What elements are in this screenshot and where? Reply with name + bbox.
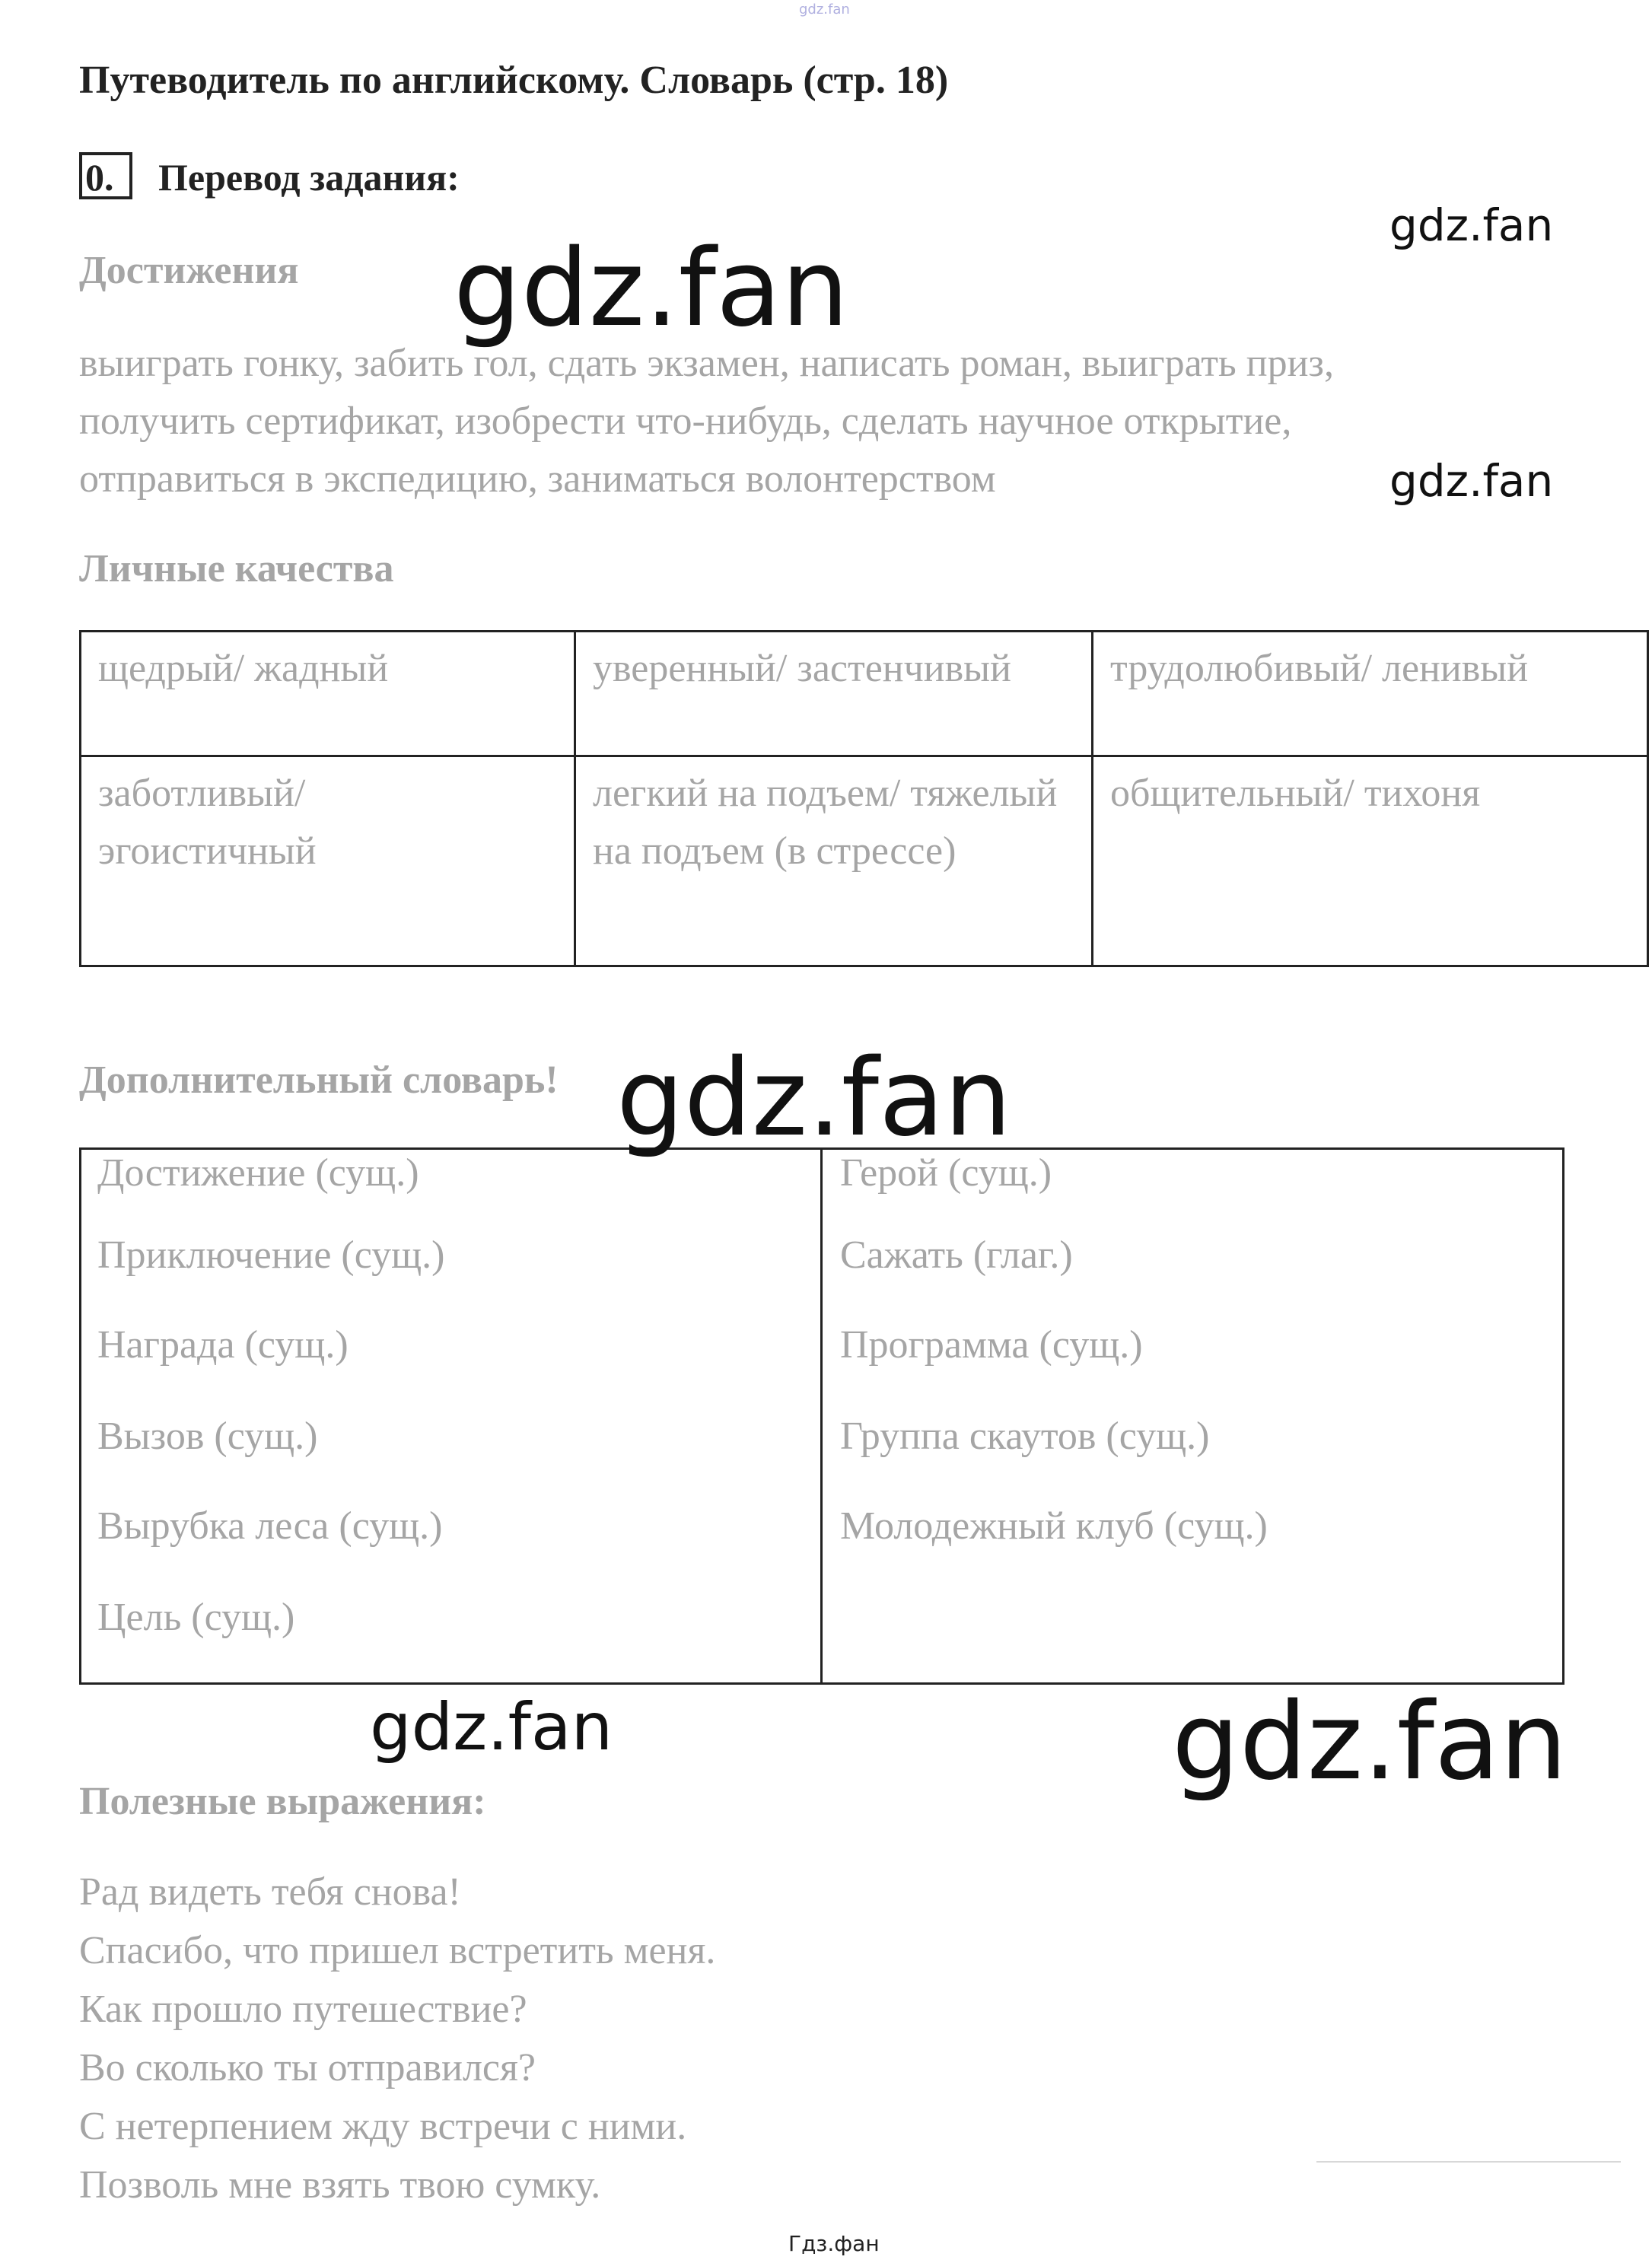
table-cell: общительный/ тихоня [1093, 756, 1648, 966]
vocab-item: Группа скаутов (сущ.) [840, 1415, 1210, 1458]
useful-phrases-title: Полезные выражения: [79, 1780, 486, 1823]
table-cell: уверенный/ застенчивый [575, 632, 1093, 756]
vocab-item: Награда (сущ.) [97, 1323, 349, 1367]
watermark: gdz.fan [616, 1036, 1012, 1160]
personal-qualities-table [79, 630, 1649, 967]
achievements-line: выиграть гонку, забить гол, сдать экзамен, написать роман, выиграть приз, [79, 342, 1334, 385]
table-cell: трудолюбивый/ ленивый [1093, 632, 1648, 756]
achievements-line: получить сертификат, изобрести что-нибудь, сделать научное открытие, [79, 399, 1292, 443]
phrase-line: С нетерпением жду встречи с ними. [79, 2105, 687, 2148]
page-title: Путеводитель по английскому. Словарь (стр. 18) [79, 59, 949, 102]
useful-phrases-list [79, 1863, 715, 2214]
vocab-item: Достижение (сущ.) [97, 1151, 419, 1195]
vocab-item: Сажать (глаг.) [840, 1233, 1073, 1277]
phrase-line: Рад видеть тебя снова! [79, 1870, 461, 1914]
vocab-item: Молодежный клуб (сущ.) [840, 1504, 1268, 1548]
phrase-line: Во сколько ты отправился? [79, 2046, 536, 2090]
achievements-title: Достижения [79, 249, 299, 292]
watermark: gdz.fan [1389, 199, 1554, 251]
task-heading: Перевод задания: [158, 156, 460, 199]
watermark: gdz.fan [370, 1689, 613, 1765]
vocab-item: Вырубка леса (сущ.) [97, 1504, 443, 1548]
watermark: gdz.fan [1389, 455, 1554, 507]
table-cell: легкий на подъем/ тяжелый на подъем (в стрессе) [575, 756, 1093, 966]
personal-qualities-title: Личные качества [79, 547, 394, 590]
vocab-item: Приключение (сущ.) [97, 1233, 445, 1277]
extra-vocab-title: Дополнительный словарь! [79, 1058, 559, 1102]
watermark: gdz.fan [454, 227, 849, 351]
vocab-item: Вызов (сущ.) [97, 1415, 318, 1458]
achievements-line: отправиться в экспедицию, заниматься волонтерством [79, 457, 996, 501]
task-number: 0. [85, 156, 114, 199]
faded-mark [1316, 2161, 1621, 2163]
phrase-line: Спасибо, что пришел встретить меня. [79, 1929, 716, 1972]
watermark: gdz.fan [1172, 1680, 1568, 1804]
achievements-text [79, 335, 1334, 508]
table-row [81, 632, 1648, 756]
table-cell: заботливый/ эгоистичный [81, 756, 575, 966]
extra-vocab-divider [820, 1147, 823, 1685]
tiny-watermark: gdz.fan [799, 2, 850, 18]
bottom-label: Гдз.фан [788, 2231, 880, 2256]
table-cell: щедрый/ жадный [81, 632, 575, 756]
phrase-line: Позволь мне взять твою сумку. [79, 2163, 601, 2207]
phrase-line: Как прошло путешествие? [79, 1988, 527, 2031]
vocab-item: Герой (сущ.) [840, 1151, 1052, 1195]
vocab-item: Цель (сущ.) [97, 1596, 295, 1639]
table-row [81, 756, 1648, 966]
vocab-item: Программа (сущ.) [840, 1323, 1143, 1367]
